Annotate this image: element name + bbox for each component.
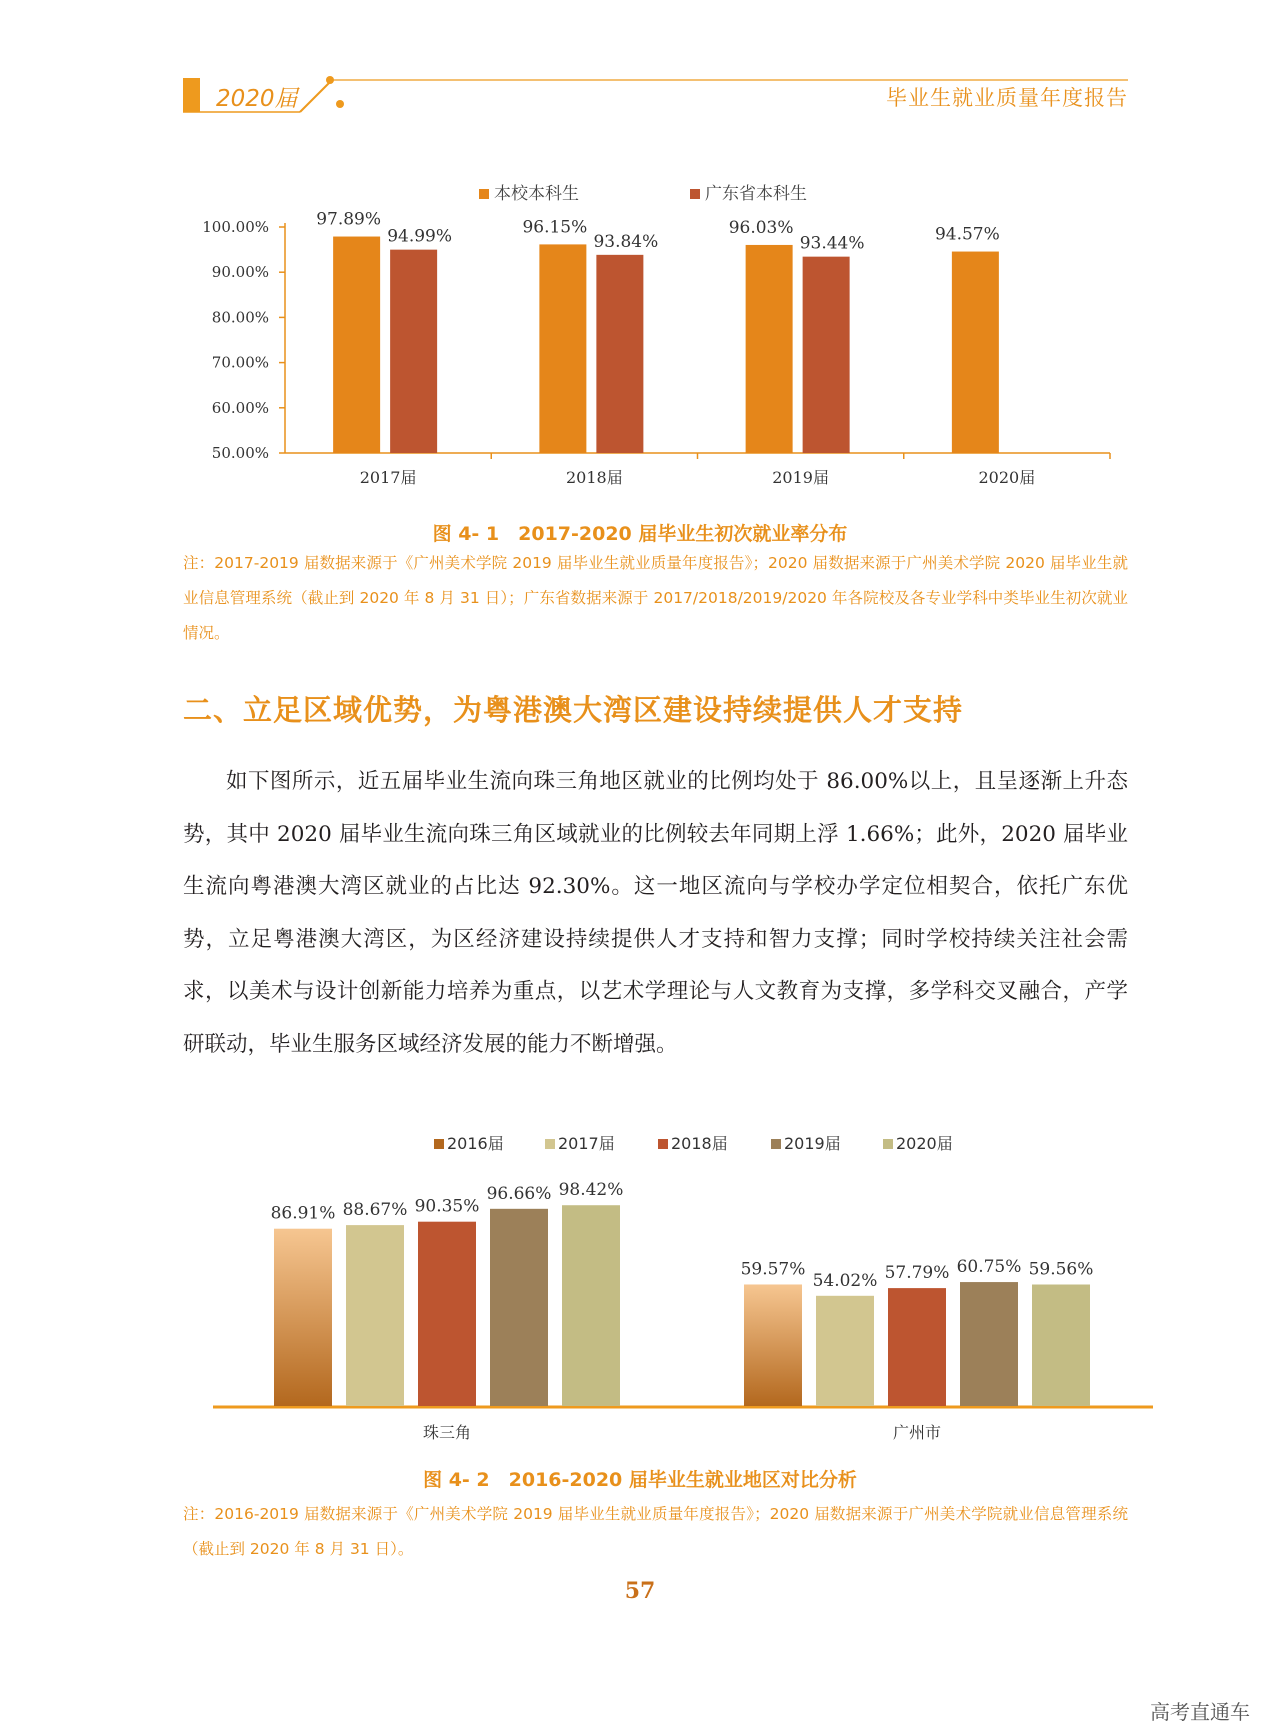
legend-label: 2016届 xyxy=(447,1134,504,1153)
header-title: 毕业生就业质量年度报告 xyxy=(886,86,1128,110)
bar xyxy=(746,245,793,453)
figure1-caption: 图 4- 1 2017-2020 届毕业生初次就业率分布 xyxy=(432,523,848,545)
bar xyxy=(816,1296,874,1406)
y-tick-label: 90.00% xyxy=(211,263,269,282)
bar xyxy=(960,1282,1018,1406)
bar xyxy=(539,244,586,453)
header-dot xyxy=(336,100,344,108)
data-label: 59.57% xyxy=(740,1259,806,1280)
bar xyxy=(803,257,850,453)
x-tick-label: 2020届 xyxy=(978,468,1036,487)
legend-swatch xyxy=(771,1139,781,1149)
page-number: 57 xyxy=(624,1578,656,1604)
x-tick-label: 广州市 xyxy=(892,1423,942,1442)
figure1-note: 注：2017-2019 届数据来源于《广州美术学院 2019 届毕业生就业质量年度报告》；2020 届数据来源于广州美术学院 2020 届毕业生就业信息管理系统（截止到 2020 年 8 月 31 日）；广东省数据来源于 2017/2018/2019/2020 年各院校及各专业学科中类毕业生初次就业情况。 xyxy=(183,554,1128,642)
bar xyxy=(952,252,999,453)
x-tick-label: 2019届 xyxy=(772,468,829,487)
x-tick-label: 2017届 xyxy=(359,468,417,487)
bar xyxy=(390,250,437,453)
data-label: 96.03% xyxy=(728,217,794,238)
y-tick-label: 60.00% xyxy=(211,398,269,417)
data-label: 59.56% xyxy=(1028,1259,1094,1280)
bar xyxy=(888,1288,946,1406)
legend-swatch xyxy=(479,189,489,199)
data-label: 90.35% xyxy=(414,1196,480,1217)
header-year: 2020届 xyxy=(216,86,298,112)
bar xyxy=(1032,1284,1090,1406)
data-label: 96.15% xyxy=(522,217,588,238)
legend-swatch xyxy=(883,1139,893,1149)
watermark: 高考直通车 xyxy=(1150,1700,1250,1724)
data-label: 57.79% xyxy=(884,1263,950,1284)
data-label: 86.91% xyxy=(270,1203,336,1224)
legend-swatch xyxy=(545,1139,555,1149)
x-tick-label: 2018届 xyxy=(566,468,623,487)
bar xyxy=(346,1225,404,1406)
legend-label: 广东省本科生 xyxy=(705,184,807,204)
y-tick-label: 70.00% xyxy=(211,353,269,372)
bar xyxy=(596,255,643,453)
legend-label: 2018届 xyxy=(671,1134,728,1153)
data-label: 97.89% xyxy=(316,209,382,230)
data-label: 94.99% xyxy=(387,226,453,247)
header-dot xyxy=(326,76,334,84)
region-comparison-chart xyxy=(0,1128,1280,1453)
data-label: 94.57% xyxy=(934,224,1000,245)
data-label: 88.67% xyxy=(342,1200,408,1221)
y-tick-label: 80.00% xyxy=(211,308,269,327)
bar xyxy=(744,1284,802,1406)
data-label: 93.44% xyxy=(799,233,865,254)
data-label: 98.42% xyxy=(558,1180,624,1201)
bar xyxy=(562,1205,620,1406)
employment-rate-chart xyxy=(0,175,1280,495)
legend-label: 2019届 xyxy=(784,1134,841,1153)
legend-label: 2017届 xyxy=(558,1134,615,1153)
x-tick-label: 珠三角 xyxy=(422,1423,472,1442)
legend-swatch xyxy=(690,189,700,199)
legend-label: 2020届 xyxy=(896,1134,953,1153)
figure2-note: 注：2016-2019 届数据来源于《广州美术学院 2019 届毕业生就业质量年度报告》；2020 届数据来源于广州美术学院就业信息管理系统（截止到 2020 年 8 月 31 日）。 xyxy=(183,1505,1128,1558)
data-label: 96.66% xyxy=(486,1183,552,1204)
body-paragraph: 如下图所示，近五届毕业生流向珠三角地区就业的比例均处于 86.00%以上，且呈逐渐上升态势，其中 2020 届毕业生流向珠三角区域就业的比例较去年同期上浮 1.66%；此外，2020 届毕业生流向粤港澳大湾区就业的占比达 92.30%。这一地区流向与学校办学定位相契合，依托广东优势，立足粤港澳大湾区，为区经济建设持续提供人才支持和智力支撑；同时学校持续关注社会需求，以美术与设计创新能力培养为重点，以艺术学理论与人文教育为支撑，多学科交叉融合，产学研联动，毕业生服务区域经济发展的能力不断增强。 xyxy=(183,769,1128,1057)
bar xyxy=(418,1222,476,1406)
bar xyxy=(333,237,380,453)
bar xyxy=(490,1209,548,1406)
data-label: 54.02% xyxy=(812,1270,878,1291)
legend-swatch xyxy=(658,1139,668,1149)
y-tick-label: 100.00% xyxy=(202,218,269,236)
legend-swatch xyxy=(434,1139,444,1149)
data-label: 60.75% xyxy=(956,1257,1022,1278)
data-label: 93.84% xyxy=(593,231,659,252)
legend-label: 本校本科生 xyxy=(494,184,579,204)
figure2-caption: 图 4- 2 2016-2020 届毕业生就业地区对比分析 xyxy=(423,1469,857,1491)
section-title: 二、立足区域优势，为粤港澳大湾区建设持续提供人才支持 xyxy=(183,693,964,727)
bar xyxy=(274,1229,332,1406)
y-tick-label: 50.00% xyxy=(211,444,269,462)
